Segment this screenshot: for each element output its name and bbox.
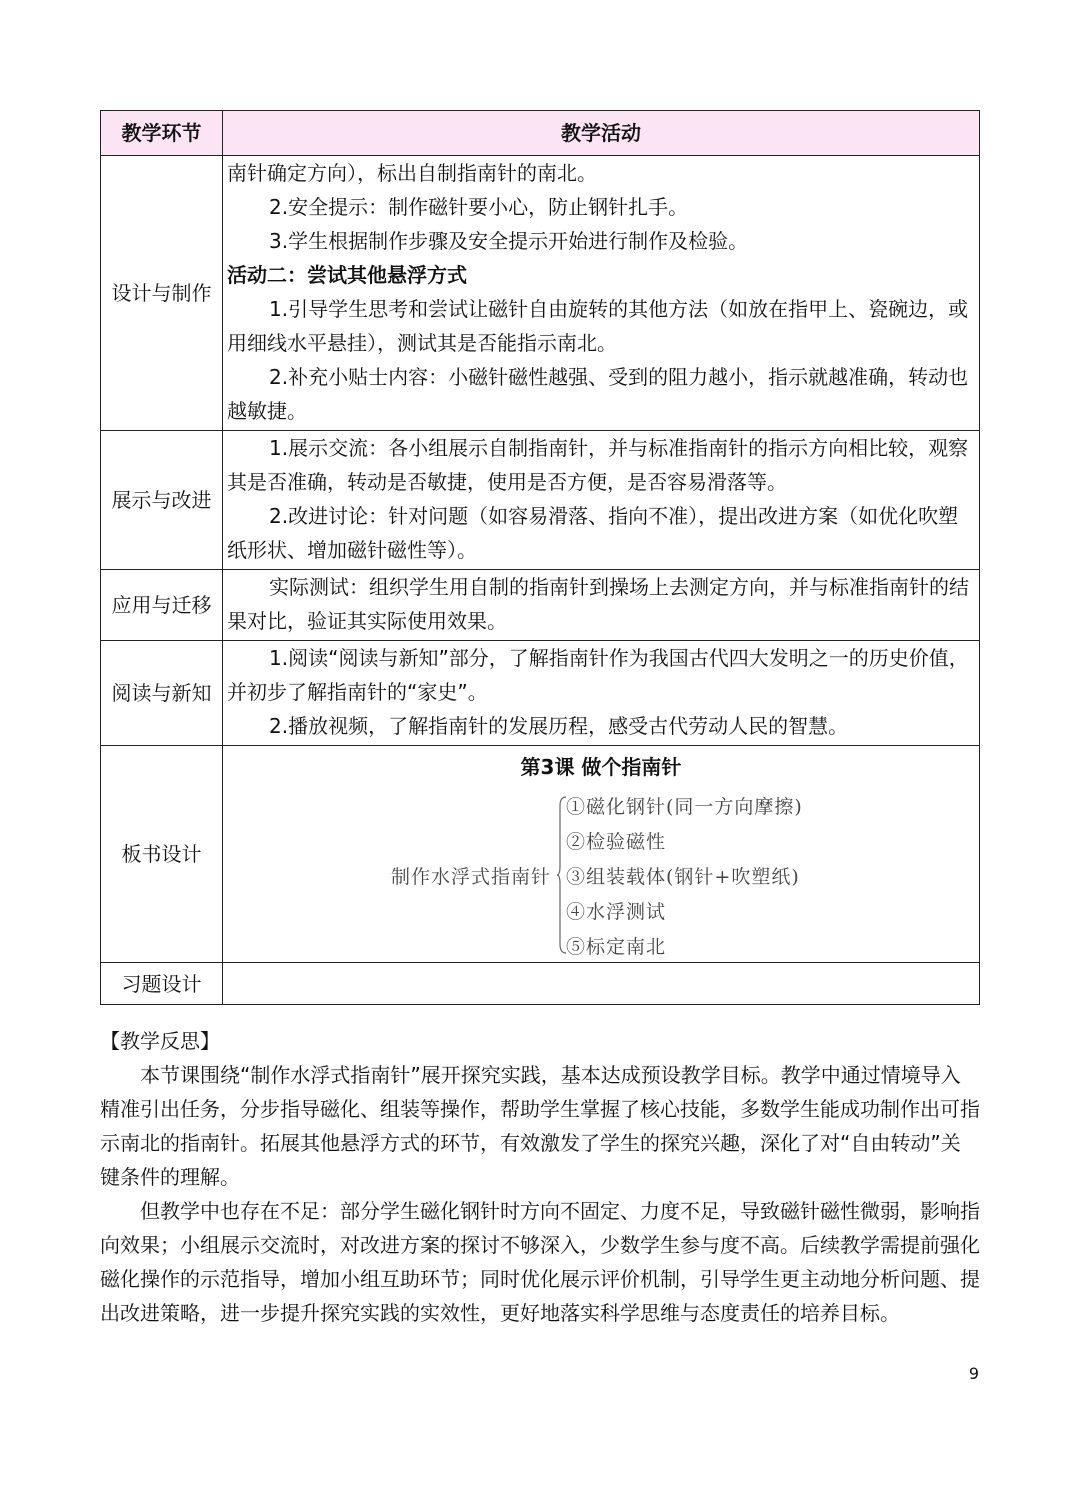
stage-cell: 展示与改进 (101, 431, 223, 570)
activity-line: 2.改进讨论：针对问题（如容易滑落、指向不准），提出改进方案（如优化吹塑纸形状、增加磁针磁性等）。 (227, 504, 959, 562)
table-row (101, 570, 980, 641)
activity-line: 2.播放视频，了解指南针的发展历程，感受古代劳动人民的智慧。 (269, 714, 849, 738)
board-item: ③组装载体(钢针+吹塑纸) (566, 866, 800, 888)
stage-cell: 板书设计 (101, 746, 223, 963)
header-activity: 教学活动 (223, 111, 980, 156)
board-title: 第3课 做个指南针 (520, 755, 682, 779)
activity-line: 3.学生根据制作步骤及安全提示开始进行制作及检验。 (269, 229, 749, 253)
activity-cell (223, 641, 980, 746)
header-stage: 教学环节 (101, 111, 223, 156)
board-item: ②检验磁性 (566, 831, 667, 853)
board-item: ④水浮测试 (566, 901, 667, 923)
table-header-row (101, 111, 980, 156)
exercise-content-cell (223, 963, 980, 1005)
activity-line: 实际测试：组织学生用自制的指南针到操场上去测定方向，并与标准指南针的结果对比，验证其实际使用效果。 (227, 575, 969, 633)
stage-cell: 阅读与新知 (101, 641, 223, 746)
table-row-exercise (101, 963, 980, 1005)
table-row (101, 431, 980, 570)
reflection-paragraph: 本节课围绕“制作水浮式指南针”展开探究实践，基本达成预设教学目标。教学中通过情境导入精准引出任务，分步指导磁化、组装等操作，帮助学生掌握了核心技能，多数学生能成功制作出可指示南北的指南针。拓展其他悬浮方式的环节，有效激发了学生的探究兴趣，深化了对“自由转动”关键条件的理解。 (100, 1063, 980, 1189)
activity-subheading: 活动二：尝试其他悬浮方式 (227, 263, 467, 287)
stage-cell: 设计与制作 (101, 156, 223, 431)
board-item: ①磁化钢针(同一方向摩擦) (566, 796, 803, 818)
stage-cell: 应用与迁移 (101, 570, 223, 641)
activity-line: 1.展示交流：各小组展示自制指南针，并与标准指南针的指示方向相比较，观察其是否准确，转动是否敏捷，使用是否方便，是否容易滑落等。 (227, 436, 969, 494)
board-items (566, 790, 803, 965)
board-root-label: 制作水浮式指南针 (391, 866, 552, 888)
activity-line: 南针确定方向），标出自制指南针的南北。 (227, 161, 597, 185)
table-row (101, 156, 980, 431)
teaching-reflection (100, 1024, 980, 1330)
reflection-heading: 【教学反思】 (100, 1029, 220, 1053)
board-item: ⑤标定南北 (566, 936, 667, 958)
activity-line: 1.阅读“阅读与新知”部分，了解指南针作为我国古代四大发明之一的历史价值，并初步了解指南针的“家史”。 (227, 646, 969, 704)
lesson-plan-table (100, 110, 980, 1005)
page-number: 9 (968, 1364, 979, 1383)
reflection-paragraph: 但教学中也存在不足：部分学生磁化钢针时方向不固定、力度不足，导致磁针磁性微弱，影响指向效果；小组展示交流时，对改进方案的探讨不够深入，少数学生参与度不高。后续教学需提前强化磁化操作的示范指导，增加小组互助环节；同时优化展示评价机制，引导学生更主动地分析问题、提出改进策略，进一步提升探究实践的实效性，更好地落实科学思维与态度责任的培养目标。 (100, 1199, 980, 1325)
activity-line: 1.引导学生思考和尝试让磁针自由旋转的其他方法（如放在指甲上、瓷碗边，或用细线水平悬挂），测试其是否能指示南北。 (227, 297, 969, 355)
activity-line: 2.安全提示：制作磁针要小心，防止钢针扎手。 (269, 195, 689, 219)
stage-cell: 习题设计 (101, 963, 223, 1005)
activity-cell (223, 431, 980, 570)
activity-line: 2.补充小贴士内容：小磁针磁性越强、受到的阻力越小，指示就越准确，转动也越敏捷。 (227, 365, 969, 423)
activity-cell (223, 570, 980, 641)
activity-cell (223, 156, 980, 431)
board-design-cell (223, 746, 980, 963)
table-row (101, 641, 980, 746)
table-row-board (101, 746, 980, 963)
